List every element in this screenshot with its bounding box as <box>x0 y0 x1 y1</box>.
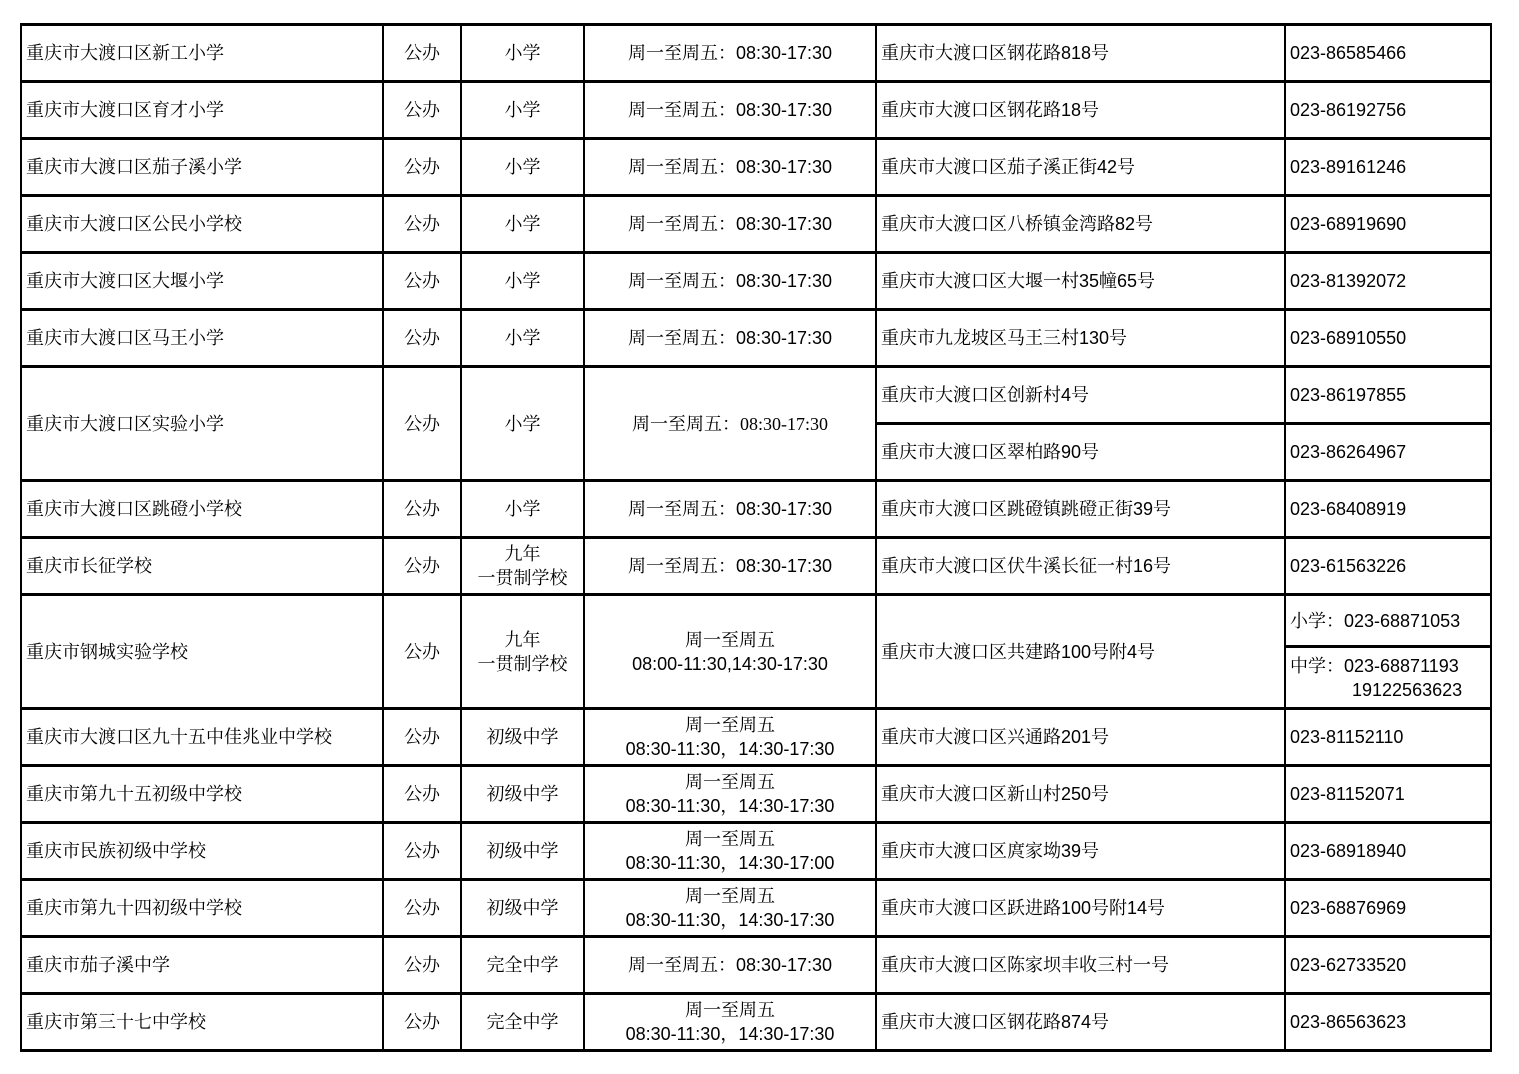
address-cell: 重庆市大渡口区茄子溪正街42号 <box>876 139 1285 196</box>
school-category-cell: 小学 <box>461 196 584 253</box>
phone-cell: 小学：023-68871053 <box>1285 595 1491 647</box>
office-hours-cell: 周一至周五：08:30-17:30 <box>584 367 876 481</box>
office-hours-line: 08:00-11:30,14:30-17:30 <box>632 653 828 674</box>
office-hours-cell: 周一至周五：08:30-17:30 <box>584 538 876 595</box>
school-category-cell: 小学 <box>461 310 584 367</box>
school-category-cell: 小学 <box>461 25 584 82</box>
phone-cell: 023-86563623 <box>1285 994 1491 1051</box>
office-hours-line: 周一至周五 <box>685 715 775 735</box>
table-row <box>21 253 1491 310</box>
school-nature-cell: 公办 <box>383 709 461 766</box>
school-name-cell: 重庆市第三十七中学校 <box>21 994 383 1051</box>
address-cell: 重庆市大渡口区创新村4号 <box>876 367 1285 424</box>
office-hours-cell: 周一至周五：08:30-17:30 <box>584 481 876 538</box>
school-name-cell: 重庆市大渡口区大堰小学 <box>21 253 383 310</box>
phone-cell: 023-86197855 <box>1285 367 1491 424</box>
phone-cell: 023-81392072 <box>1285 253 1491 310</box>
table-row <box>21 310 1491 367</box>
office-hours-cell <box>584 994 876 1051</box>
phone-cell: 023-62733520 <box>1285 937 1491 994</box>
address-cell: 重庆市大渡口区伏牛溪长征一村16号 <box>876 538 1285 595</box>
office-hours-cell: 周一至周五：08:30-17:30 <box>584 310 876 367</box>
address-cell: 重庆市大渡口区庹家坳39号 <box>876 823 1285 880</box>
phone-cell: 023-61563226 <box>1285 538 1491 595</box>
address-cell: 重庆市大渡口区钢花路818号 <box>876 25 1285 82</box>
school-nature-cell: 公办 <box>383 538 461 595</box>
table-row <box>21 709 1491 766</box>
table-row <box>21 880 1491 937</box>
school-category-cell: 初级中学 <box>461 766 584 823</box>
phone-cell: 023-68918940 <box>1285 823 1491 880</box>
office-hours-cell <box>584 595 876 709</box>
phone-cell: 023-68919690 <box>1285 196 1491 253</box>
phone-line: 中学：023-68871193 <box>1290 655 1459 676</box>
office-hours-line: 周一至周五 <box>685 886 775 906</box>
table-row <box>21 367 1491 424</box>
office-hours-line: 周一至周五 <box>685 629 775 650</box>
phone-cell: 023-81152071 <box>1285 766 1491 823</box>
office-hours-line: 08:30-11:30，14:30-17:30 <box>625 739 835 759</box>
school-name-cell: 重庆市大渡口区马王小学 <box>21 310 383 367</box>
address-cell: 重庆市大渡口区跳磴镇跳磴正街39号 <box>876 481 1285 538</box>
school-name-cell: 重庆市大渡口区公民小学校 <box>21 196 383 253</box>
address-cell: 重庆市大渡口区新山村250号 <box>876 766 1285 823</box>
office-hours-cell: 周一至周五：08:30-17:30 <box>584 25 876 82</box>
phone-cell: 023-68876969 <box>1285 880 1491 937</box>
school-nature-cell: 公办 <box>383 595 461 709</box>
school-category-line: 九年 <box>504 544 541 564</box>
table-row <box>21 139 1491 196</box>
office-hours-line: 周一至周五 <box>685 829 775 849</box>
school-category-line: 一贯制学校 <box>477 653 568 674</box>
table-row <box>21 82 1491 139</box>
office-hours-cell: 周一至周五：08:30-17:30 <box>584 253 876 310</box>
table-row <box>21 994 1491 1051</box>
office-hours-cell <box>584 766 876 823</box>
office-hours-line: 08:30-11:30，14:30-17:30 <box>625 1024 835 1044</box>
table-row <box>21 25 1491 82</box>
table-row <box>21 595 1491 647</box>
school-category-cell: 完全中学 <box>461 994 584 1051</box>
phone-line: 19122563623 <box>1352 679 1463 700</box>
office-hours-cell: 周一至周五：08:30-17:30 <box>584 139 876 196</box>
school-category-cell: 小学 <box>461 481 584 538</box>
office-hours-cell <box>584 823 876 880</box>
office-hours-cell <box>584 709 876 766</box>
table-row <box>21 481 1491 538</box>
school-category-cell: 小学 <box>461 139 584 196</box>
school-category-cell: 初级中学 <box>461 880 584 937</box>
school-nature-cell: 公办 <box>383 994 461 1051</box>
phone-cell: 023-86264967 <box>1285 424 1491 481</box>
school-category-cell: 完全中学 <box>461 937 584 994</box>
address-cell: 重庆市大渡口区钢花路874号 <box>876 994 1285 1051</box>
office-hours-line: 周一至周五 <box>685 772 775 792</box>
school-name-cell: 重庆市钢城实验学校 <box>21 595 383 709</box>
phone-cell: 023-86585466 <box>1285 25 1491 82</box>
schools-table <box>20 23 1492 1052</box>
school-name-cell: 重庆市茄子溪中学 <box>21 937 383 994</box>
school-name-cell: 重庆市大渡口区育才小学 <box>21 82 383 139</box>
school-name-cell: 重庆市大渡口区新工小学 <box>21 25 383 82</box>
office-hours-line: 08:30-11:30，14:30-17:30 <box>625 910 835 930</box>
school-nature-cell: 公办 <box>383 481 461 538</box>
address-cell: 重庆市大渡口区大堰一村35幢65号 <box>876 253 1285 310</box>
phone-cell: 023-86192756 <box>1285 82 1491 139</box>
school-nature-cell: 公办 <box>383 310 461 367</box>
school-nature-cell: 公办 <box>383 25 461 82</box>
school-name-cell: 重庆市大渡口区实验小学 <box>21 367 383 481</box>
school-category-cell: 初级中学 <box>461 823 584 880</box>
office-hours-line: 08:30-11:30，14:30-17:00 <box>625 853 835 873</box>
school-category-line: 九年 <box>504 629 541 650</box>
school-category-line: 一贯制学校 <box>477 568 568 588</box>
phone-cell: 023-68408919 <box>1285 481 1491 538</box>
address-cell: 重庆市大渡口区跃进路100号附14号 <box>876 880 1285 937</box>
address-cell: 重庆市九龙坡区马王三村130号 <box>876 310 1285 367</box>
school-category-cell: 初级中学 <box>461 709 584 766</box>
office-hours-line: 周一至周五 <box>685 1000 775 1020</box>
school-category-cell: 小学 <box>461 253 584 310</box>
school-nature-cell: 公办 <box>383 139 461 196</box>
school-name-cell: 重庆市民族初级中学校 <box>21 823 383 880</box>
table-row <box>21 937 1491 994</box>
table-row <box>21 538 1491 595</box>
office-hours-line: 08:30-11:30，14:30-17:30 <box>625 796 835 816</box>
address-cell: 重庆市大渡口区陈家坝丰收三村一号 <box>876 937 1285 994</box>
phone-cell <box>1285 647 1491 709</box>
school-category-cell <box>461 538 584 595</box>
address-cell: 重庆市大渡口区钢花路18号 <box>876 82 1285 139</box>
phone-cell: 023-81152110 <box>1285 709 1491 766</box>
address-cell: 重庆市大渡口区共建路100号附4号 <box>876 595 1285 709</box>
school-name-cell: 重庆市第九十四初级中学校 <box>21 880 383 937</box>
school-nature-cell: 公办 <box>383 196 461 253</box>
school-nature-cell: 公办 <box>383 367 461 481</box>
phone-cell: 023-68910550 <box>1285 310 1491 367</box>
office-hours-cell: 周一至周五：08:30-17:30 <box>584 937 876 994</box>
office-hours-cell: 周一至周五：08:30-17:30 <box>584 82 876 139</box>
school-name-cell: 重庆市第九十五初级中学校 <box>21 766 383 823</box>
office-hours-cell: 周一至周五：08:30-17:30 <box>584 196 876 253</box>
address-cell: 重庆市大渡口区翠柏路90号 <box>876 424 1285 481</box>
school-nature-cell: 公办 <box>383 253 461 310</box>
address-cell: 重庆市大渡口区八桥镇金湾路82号 <box>876 196 1285 253</box>
school-category-cell <box>461 595 584 709</box>
school-nature-cell: 公办 <box>383 766 461 823</box>
table-row <box>21 823 1491 880</box>
school-nature-cell: 公办 <box>383 880 461 937</box>
school-nature-cell: 公办 <box>383 823 461 880</box>
school-name-cell: 重庆市大渡口区跳磴小学校 <box>21 481 383 538</box>
phone-cell: 023-89161246 <box>1285 139 1491 196</box>
office-hours-cell <box>584 880 876 937</box>
school-name-cell: 重庆市长征学校 <box>21 538 383 595</box>
school-nature-cell: 公办 <box>383 82 461 139</box>
school-name-cell: 重庆市大渡口区九十五中佳兆业中学校 <box>21 709 383 766</box>
school-category-cell: 小学 <box>461 82 584 139</box>
address-cell: 重庆市大渡口区兴通路201号 <box>876 709 1285 766</box>
school-category-cell: 小学 <box>461 367 584 481</box>
table-row <box>21 196 1491 253</box>
school-nature-cell: 公办 <box>383 937 461 994</box>
school-name-cell: 重庆市大渡口区茄子溪小学 <box>21 139 383 196</box>
table-row <box>21 766 1491 823</box>
